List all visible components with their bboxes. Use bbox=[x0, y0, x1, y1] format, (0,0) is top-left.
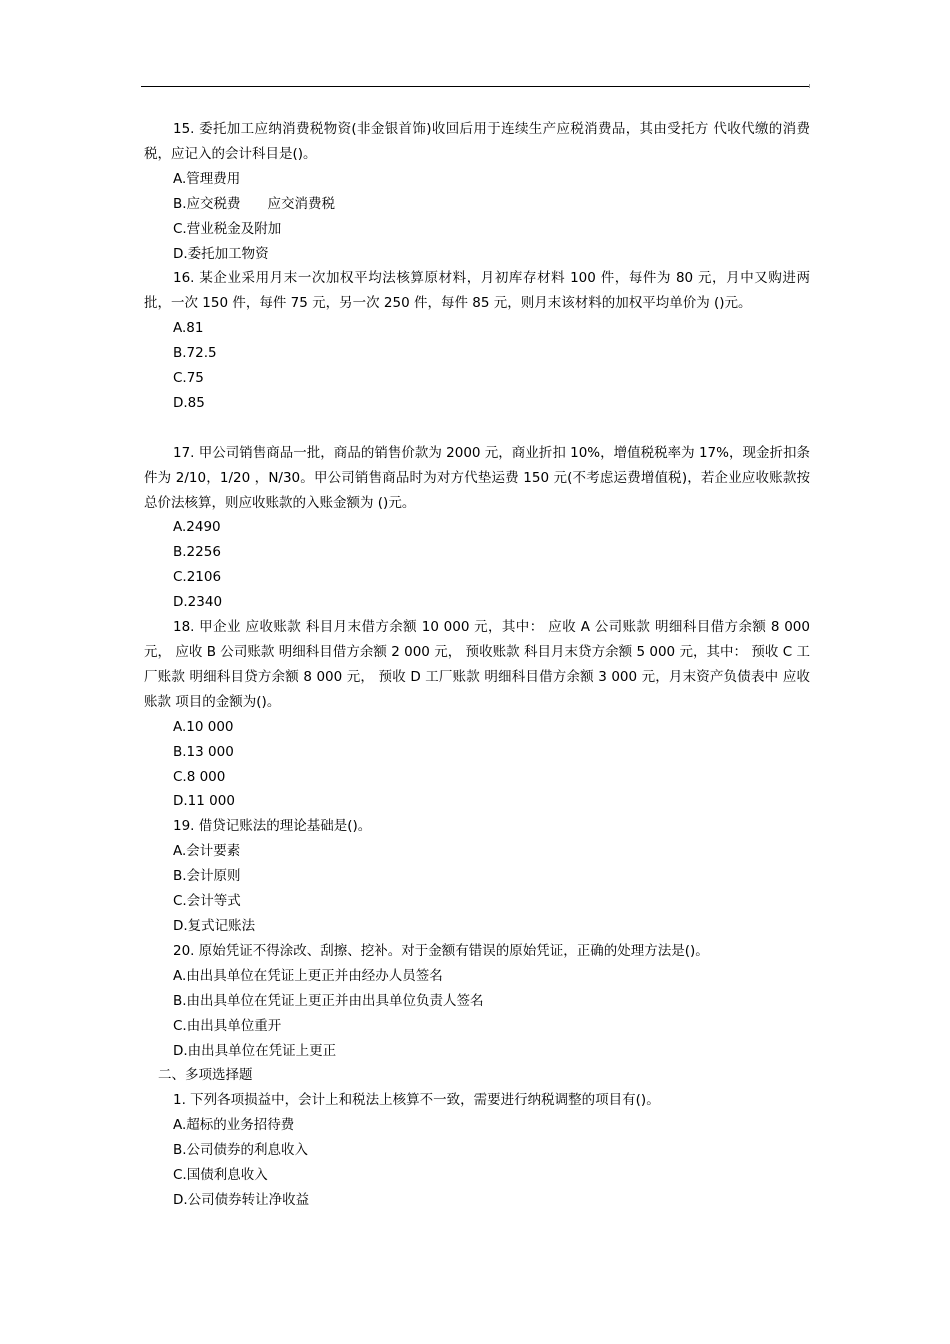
question-18-option-b: B.13 000 bbox=[173, 743, 234, 760]
multi-question-1-text: 1. 下列各项损益中，会计上和税法上核算不一致，需要进行纳税调整的项目有()。 bbox=[173, 1092, 660, 1109]
multi-question-1-option-a: A.超标的业务招待费 bbox=[173, 1117, 295, 1134]
question-15-text: 15. 委托加工应纳消费税物资(非金银首饰)收回后用于连续生产应税消费品，其由受托方 代收代缴的消费税，应记入的会计科目是()。 bbox=[144, 121, 810, 162]
question-16-text: 16. 某企业采用月末一次加权平均法核算原材料，月初库存材料 100 件，每件为 80 元，月中又购进两批，一次 150 件，每件 75 元，另一次 250 件，每件 85 元，则月末该材料的加权平均单价为 ()元。 bbox=[144, 270, 810, 312]
multi-question-1-option-b: B.公司债券的利息收入 bbox=[173, 1142, 309, 1159]
question-17-option-b: B.2256 bbox=[173, 544, 221, 561]
question-block-20 bbox=[144, 939, 810, 1064]
section-heading-multiple-choice: 二、多项选择题 bbox=[158, 1067, 253, 1084]
question-16-option-b: B.72.5 bbox=[173, 345, 217, 362]
question-19-option-d: D.复式记账法 bbox=[173, 917, 256, 934]
question-block-16 bbox=[144, 266, 810, 415]
question-15-option-d: D.委托加工物资 bbox=[173, 245, 269, 262]
question-18-option-d: D.11 000 bbox=[173, 793, 235, 810]
question-16-option-d: D.85 bbox=[173, 394, 205, 411]
question-16-option-a: A.81 bbox=[173, 320, 204, 337]
question-20-option-d: D.由出具单位在凭证上更正 bbox=[173, 1042, 337, 1059]
question-18-option-a: A.10 000 bbox=[173, 718, 234, 735]
question-15-option-a: A.管理费用 bbox=[173, 170, 241, 187]
question-20-text: 20. 原始凭证不得涂改、刮擦、挖补。对于金额有错误的原始凭证，正确的处理方法是()。 bbox=[173, 942, 709, 959]
blank-spacer bbox=[144, 416, 810, 441]
header-rule-tick bbox=[809, 84, 810, 88]
question-15-option-b: B.应交税费 应交消费税 bbox=[173, 195, 336, 212]
question-19-option-a: A.会计要素 bbox=[173, 843, 241, 860]
multi-question-block-1 bbox=[144, 1088, 810, 1213]
question-19-option-c: C.会计等式 bbox=[173, 893, 241, 910]
question-20-option-c: C.由出具单位重开 bbox=[173, 1017, 282, 1034]
question-20-option-b: B.由出具单位在凭证上更正并由出具单位负责人签名 bbox=[173, 992, 484, 1009]
document-body bbox=[144, 117, 815, 1213]
multi-question-1-option-c: C.国债利息收入 bbox=[173, 1167, 268, 1184]
question-19-text: 19. 借贷记账法的理论基础是()。 bbox=[173, 818, 372, 835]
question-16-option-c: C.75 bbox=[173, 370, 204, 387]
question-20-option-a: A.由出具单位在凭证上更正并由经办人员签名 bbox=[173, 967, 443, 984]
question-15-option-c: C.营业税金及附加 bbox=[173, 220, 282, 237]
question-18-option-c: C.8 000 bbox=[173, 768, 226, 785]
question-block-19 bbox=[144, 814, 810, 939]
question-17-option-d: D.2340 bbox=[173, 594, 223, 611]
question-18-text: 18. 甲企业 应收账款 科目月末借方余额 10 000 元，其中： 应收 A 公司账款 明细科目借方余额 8 000 元， 应收 B 公司账款 明细科目借方余额 2 000 元， 预收账款 科目月末贷方余额 5 000 元，其中： 预收 C 工厂账款 明细科目贷方余额 8 000 元， 预收 D 工厂账款 明细科目借方余额 3 000 元，月末资产负债表中 应收账款 项目的金额为()。 bbox=[144, 619, 815, 710]
question-block-18 bbox=[144, 615, 815, 814]
question-17-option-c: C.2106 bbox=[173, 569, 222, 586]
header-rule bbox=[141, 86, 809, 87]
question-block-15 bbox=[144, 117, 810, 266]
question-block-17 bbox=[144, 441, 810, 615]
question-17-option-a: A.2490 bbox=[173, 519, 221, 536]
multi-question-1-option-d: D.公司债券转让净收益 bbox=[173, 1191, 310, 1208]
question-19-option-b: B.会计原则 bbox=[173, 868, 241, 885]
question-17-text: 17. 甲公司销售商品一批，商品的销售价款为 2000 元，商业折扣 10%，增值税税率为 17%，现金折扣条件为 2/10，1/20 ，N/30。甲公司销售商品时为对方代垫运费 150 元(不考虑运费增值税)，若企业应收账款按总价法核算，则应收账款的入账金额为 ()元。 bbox=[144, 444, 810, 511]
